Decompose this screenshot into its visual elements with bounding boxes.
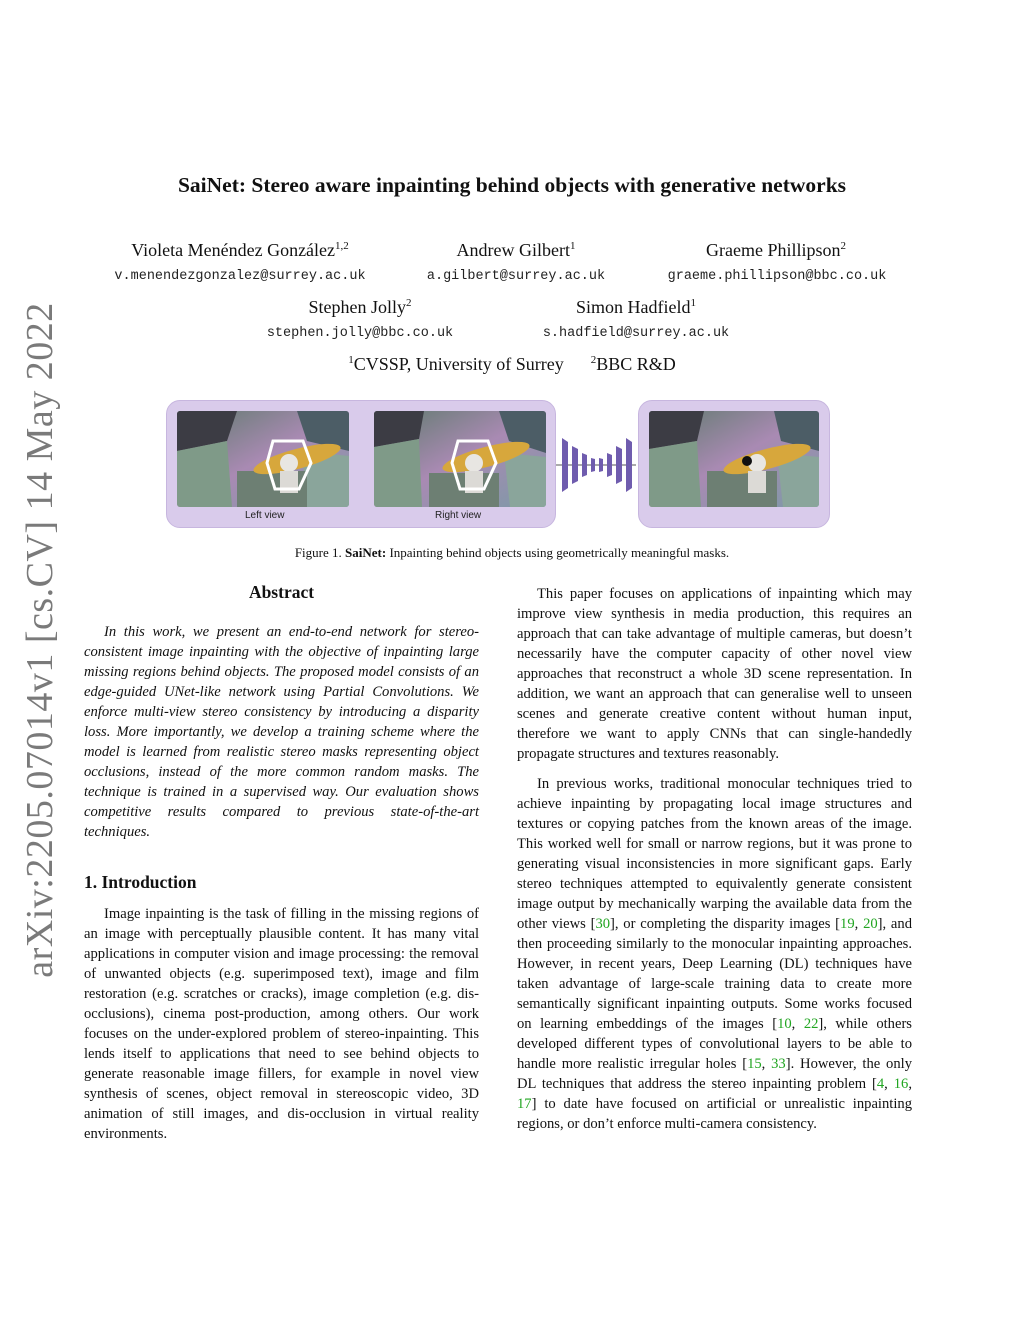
citation-link[interactable]: 17 <box>517 1096 532 1112</box>
right-view-label: Right view <box>435 510 482 521</box>
citation-link[interactable]: 20 <box>863 916 878 932</box>
citation-link[interactable]: 22 <box>803 1016 819 1032</box>
left-view-label: Left view <box>245 510 285 521</box>
abstract-text: In this work, we present an end-to-end network for stereo-consistent image inpainting with the objective of inpainting large missing regions behind objects. The proposed model consists of an edge-guided UNet-like network using Partial Convolutions. We enforce multi-view stereo consistency by introducing a disparity loss. More importantly, we develop a training scheme where the model is learned from realistic stereo masks representing object occlusions, instead of the more common random masks. The technique is trained in a supervised way. Our evaluation shows competitive results compared to previous state-of-the-art techniques. <box>84 624 479 840</box>
output-panel <box>638 400 830 528</box>
author-name: Andrew Gilbert <box>456 240 570 260</box>
author-3-email: graeme.phillipson@bbc.co.uk <box>667 269 887 284</box>
author-2-email: a.gilbert@surrey.ac.uk <box>426 269 606 284</box>
paragraph-text: ], and then proceeding similarly to the monocular inpainting approaches. However, in recent years, Deep Learning (DL) techniques have taken advantage of large-scale training data to create more semantically significant inpainting outputs. Some works focused on learning embeddings of the images [ <box>517 916 913 1032</box>
caption-bold: SaiNet: <box>345 545 387 560</box>
paragraph-text: , <box>908 1076 912 1092</box>
author-1-email: v.menendezgonzalez@surrey.ac.uk <box>114 269 366 284</box>
paragraph-text: ], while others developed different types of convolutional layers to be able to handle more realistic irregular holes [ <box>517 1016 912 1072</box>
input-panel <box>166 400 556 528</box>
affil-name: BBC R&D <box>596 354 676 374</box>
paper-title: SaiNet: Stereo aware inpainting behind objects with generative networks <box>177 173 847 197</box>
right-paragraph-1: This paper focuses on applications of inpainting which may improve view synthesis in media production, this requires an approach that can take advantage of multiple cameras, but doesn’t necessarily have the computer capacity of other novel view approaches that reconstruct a whole 3D scene representation. In addition, we want an approach that can generalise well to unseen scenes and generate creative content without human input, therefore we want to apply CNNs that can single-handedly propagate structures and textures reasonably. <box>517 586 912 762</box>
affil-name: CVSSP, University of Surrey <box>353 354 564 374</box>
paragraph-text: ], or completing the disparity images [ <box>610 916 841 932</box>
affiliations <box>0 354 1024 375</box>
paragraph-text: , <box>761 1056 772 1072</box>
author-sup: 2 <box>406 297 412 309</box>
paragraph-text: , <box>884 1076 894 1092</box>
right-paragraph-2 <box>517 774 912 1134</box>
figure-caption <box>0 545 1024 561</box>
left-column <box>84 582 479 1154</box>
caption-prefix: Figure 1. <box>294 545 342 560</box>
author-1 <box>110 240 370 261</box>
author-name: Stephen Jolly <box>308 297 406 317</box>
introduction-heading: 1. Introduction <box>84 872 197 892</box>
network-diagram <box>556 430 636 500</box>
author-4-email: stephen.jolly@bbc.co.uk <box>266 326 454 341</box>
paragraph-text: ]. However, the only DL techniques that address the stereo inpainting problem [ <box>517 1056 912 1092</box>
author-sup: 1 <box>690 297 696 309</box>
caption-text: Inpainting behind objects using geometrically meaningful masks. <box>389 545 730 560</box>
right-view-image <box>374 411 546 507</box>
author-5 <box>536 297 736 318</box>
arxiv-stamp <box>0 302 90 978</box>
author-sup: 2 <box>840 240 846 252</box>
author-sup: 1 <box>569 240 576 252</box>
paragraph-text: , <box>854 916 864 932</box>
author-name: Graeme Phillipson <box>706 240 841 260</box>
inpainted-output-image <box>649 411 819 507</box>
left-view-image <box>177 411 349 507</box>
citation-link[interactable]: 19 <box>840 916 855 932</box>
author-name: Simon Hadfield <box>576 297 691 317</box>
citation-link[interactable]: 30 <box>595 916 611 932</box>
introduction-paragraph: Image inpainting is the task of filling in the missing regions of an image with perceptually plausible content. It has many vital applications in computer vision and image processing: the removal of unwanted objects (e.g. superimposed text), image and film restoration (e.g. scratches or cracks), image completion (e.g. dis-occlusions), cinema post-production, among others. Our work focuses on the under-explored problem of stereo-inpainting. This lends itself to applications that need to see behind objects to generate reasonable image fillers, for example in novel view synthesis of scenes, object removal in stereoscopic video, 3D animation of still images, and dis-occlusion in virtual reality environments. <box>84 906 479 1142</box>
paragraph-text: ] to date have focused on artificial or unrealistic inpainting regions, or don’t enforce multi-camera consistency. <box>517 1096 912 1132</box>
abstract-heading: Abstract <box>248 582 315 602</box>
author-4 <box>260 297 460 318</box>
citation-link[interactable]: 10 <box>777 1016 792 1032</box>
citation-link[interactable]: 16 <box>893 1076 909 1092</box>
citation-link[interactable]: 15 <box>747 1056 762 1072</box>
paragraph-text: In previous works, traditional monocular techniques tried to achieve inpainting by propagating local image structures and textures or copying patches from the known areas of the image. This worked well for small or narrow regions, but it was prone to generating visual inconsistencies in more significant gaps. Early stereo techniques attempted to equivalently generate consistent image output by mechanically warping the available data from the other views [ <box>517 776 912 932</box>
author-sup: 1,2 <box>335 240 349 252</box>
author-3 <box>676 240 876 261</box>
right-column <box>517 584 912 1144</box>
paragraph-text: , <box>791 1016 804 1032</box>
affil-sup: 2 <box>590 354 597 366</box>
citation-link[interactable]: 4 <box>876 1076 885 1092</box>
citation-link[interactable]: 33 <box>771 1056 786 1072</box>
affil-sup: 1 <box>348 354 354 366</box>
figure-1 <box>166 400 831 530</box>
author-name: Violeta Menéndez González <box>131 240 336 260</box>
arxiv-id: arXiv:2205.07014v1 [cs.CV] 14 May 2022 <box>19 302 61 978</box>
author-2 <box>416 240 616 261</box>
author-5-email: s.hadfield@surrey.ac.uk <box>542 326 730 341</box>
